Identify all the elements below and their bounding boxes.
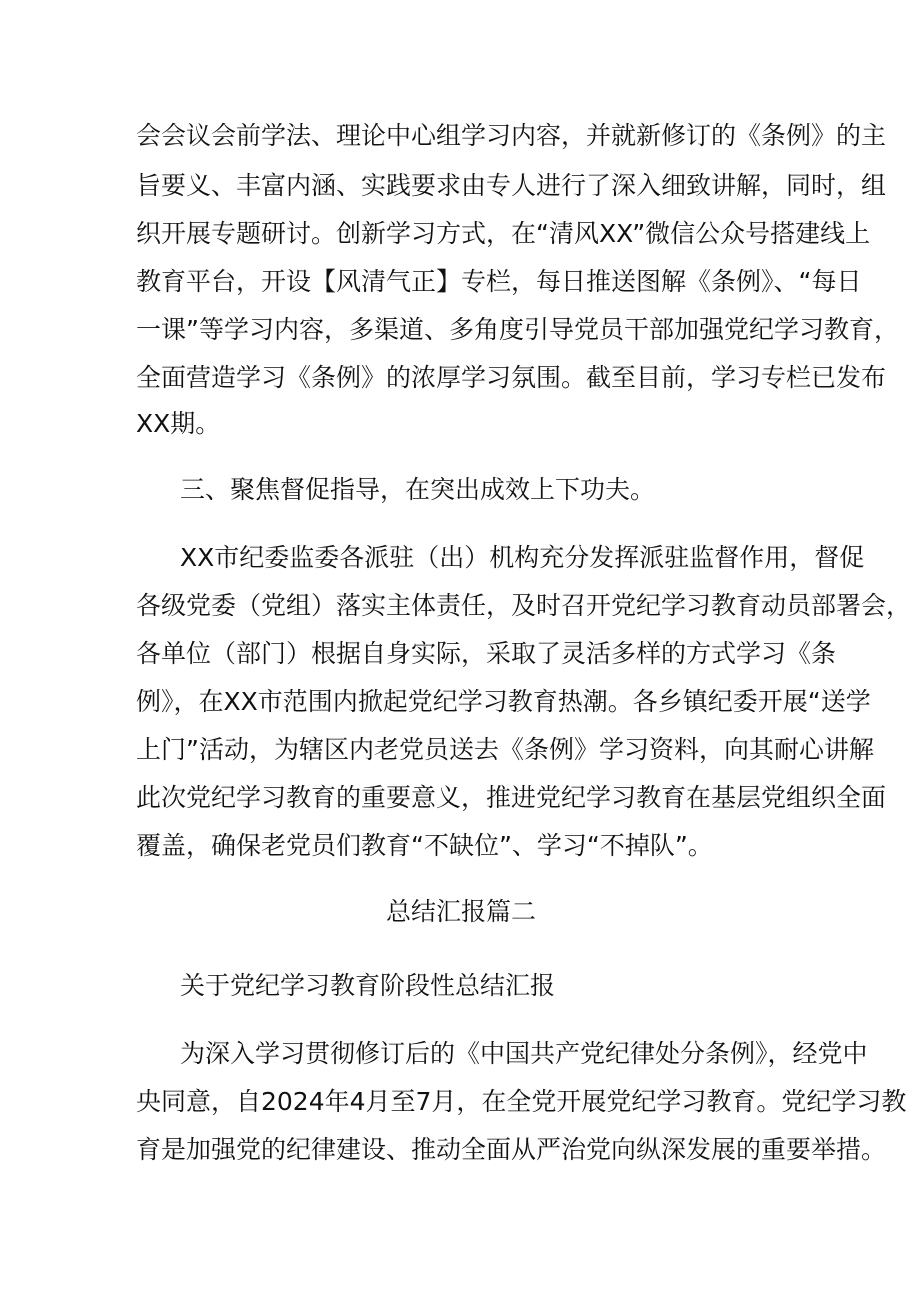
paragraph2-line-2: 各级党委（党组）落实主体责任，及时召开党纪学习教育动员部署会， <box>136 591 912 620</box>
section-title: 总结汇报篇二 <box>385 897 536 926</box>
paragraph3-line-2: 央同意，自2024年4月至7月，在全党开展党纪学习教育。党纪学习教 <box>136 1087 907 1116</box>
paragraph1-line-6: 全面营造学习《条例》的浓厚学习氛围。截至目前，学习专栏已发布 <box>136 363 887 392</box>
paragraph2-line-6: 此次党纪学习教育的重要意义，推进党纪学习教育在基层党组织全面 <box>136 783 887 812</box>
paragraph1-line-1: 会会议会前学法、理论中心组学习内容，并就新修订的《条例》的主 <box>136 121 887 150</box>
report-title: 关于党纪学习教育阶段性总结汇报 <box>180 971 556 1000</box>
paragraph3-line-1: 为深入学习贯彻修订后的《中国共产党纪律处分条例》，经党中 <box>180 1039 868 1068</box>
paragraph1-line-7: XX期。 <box>136 409 221 438</box>
paragraph1-line-4: 教育平台，开设【风清气正】专栏，每日推送图解《条例》、“每日 <box>136 267 862 296</box>
paragraph1-line-5: 一课”等学习内容，多渠道、多角度引导党员干部加强党纪学习教育， <box>136 315 899 344</box>
paragraph2-line-1: XX市纪委监委各派驻（出）机构充分发挥派驻监督作用，督促 <box>180 543 865 572</box>
paragraph2-line-7: 覆盖，确保老党员们教育“不缺位”、学习“不掉队”。 <box>136 831 713 860</box>
paragraph1-line-3: 织开展专题研讨。创新学习方式，在“清风XX”微信公众号搭建线上 <box>136 219 871 248</box>
paragraph2-line-4: 例》，在XX市范围内掀起党纪学习教育热潮。各乡镇纪委开展“送学 <box>136 687 871 716</box>
section-heading: 三、聚焦督促指导，在突出成效上下功夫。 <box>180 475 656 504</box>
paragraph1-line-2: 旨要义、丰富内涵、实践要求由专人进行了深入细致讲解，同时，组 <box>136 171 887 200</box>
paragraph3-line-3: 育是加强党的纪律建设、推动全面从严治党向纵深发展的重要举措。 <box>136 1135 887 1164</box>
paragraph2-line-5: 上门”活动，为辖区内老党员送去《条例》学习资料，向其耐心讲解 <box>136 735 874 764</box>
paragraph2-line-3: 各单位（部门）根据自身实际，采取了灵活多样的方式学习《条 <box>136 639 837 668</box>
